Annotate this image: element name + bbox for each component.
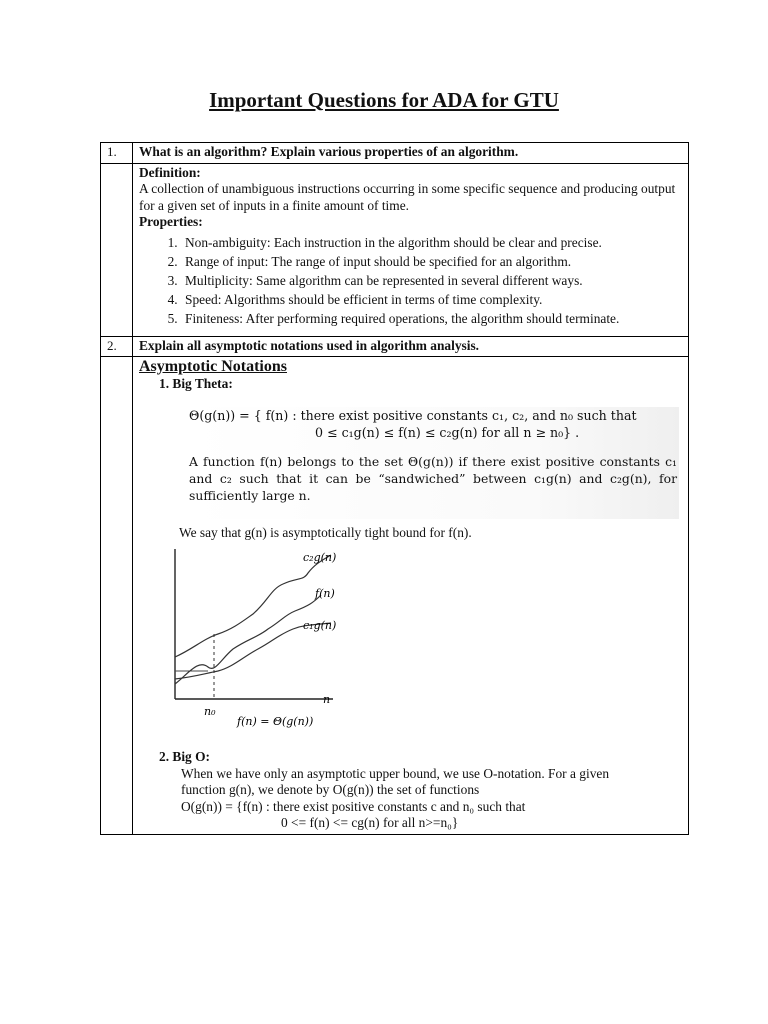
- q1-question: What is an algorithm? Explain various properties of an algorithm.: [139, 144, 519, 159]
- theta-graph: [173, 549, 393, 729]
- big-o-section: [159, 749, 684, 832]
- big-o-heading: 2. Big O:: [159, 749, 210, 764]
- q2-question: Explain all asymptotic notations used in algorithm analysis.: [139, 337, 480, 353]
- q2-header-row: [101, 337, 688, 358]
- graph-caption: f(n) = Θ(g(n)): [237, 715, 314, 728]
- q2-number-blank: [101, 357, 133, 834]
- upper-bound-label: c₂g(n): [303, 551, 337, 564]
- list-item: 1. Non-ambiguity: Each instruction in the algorithm should be clear and precise.: [181, 233, 684, 252]
- q1-header-row: [101, 143, 688, 164]
- section-title: Asymptotic Notations: [139, 358, 287, 375]
- big-o-line3: O(g(n)) = {f(n) : there exist positive constants c and n₀ such that: [181, 798, 526, 814]
- tight-bound-text: We say that g(n) is asymptotically tight bound for f(n).: [179, 524, 472, 540]
- big-theta-heading: 1. Big Theta:: [159, 376, 233, 391]
- q1-number: 1.: [101, 143, 133, 163]
- q1-number-blank: [101, 164, 133, 336]
- big-o-line1: When we have only an asymptotic upper bound, we use O-notation. For a given: [181, 765, 610, 781]
- big-o-line2: function g(n), we denote by O(g(n)) the set of functions: [181, 782, 480, 797]
- q1-answer-row: [101, 164, 688, 337]
- big-theta-definition-image: [189, 407, 679, 519]
- n0-label: n₀: [204, 705, 216, 718]
- list-item: 5. Finiteness: After performing required operations, the algorithm should terminate.: [181, 309, 684, 328]
- q2-answer-row: [101, 357, 688, 835]
- x-axis-label: n: [323, 693, 331, 706]
- theta-def-line1: Θ(g(n)) = { f(n) : there exist positive constants c₁, c₂, and n₀ such that: [189, 407, 637, 423]
- definition-text: A collection of unambiguous instructions occurring in some specific sequence and producing output for a given set of inputs in a finite amount of time.: [139, 181, 676, 213]
- theta-def-line2: 0 ≤ c₁g(n) ≤ f(n) ≤ c₂g(n) for all n ≥ n₀} .: [315, 424, 580, 440]
- big-o-line4: 0 <= f(n) <= cg(n) for all n>=n₀}: [281, 815, 459, 830]
- q1-answer: [133, 164, 688, 336]
- f-label: f(n): [315, 587, 335, 600]
- properties-list: [139, 233, 684, 328]
- page-title: Important Questions for ADA for GTU: [209, 88, 559, 112]
- lower-bound-label: c₁g(n): [303, 619, 337, 632]
- definition-label: Definition:: [139, 164, 201, 180]
- list-item: 4. Speed: Algorithms should be efficient in terms of time complexity.: [181, 290, 684, 309]
- list-item: 2. Range of input: The range of input should be specified for an algorithm.: [181, 252, 684, 271]
- questions-table: [100, 142, 689, 835]
- properties-label: Properties:: [139, 214, 203, 229]
- q2-answer: [133, 357, 688, 834]
- list-item: 3. Multiplicity: Same algorithm can be represented in several different ways.: [181, 271, 684, 290]
- q2-number: 2.: [101, 337, 133, 357]
- theta-explanation: A function f(n) belongs to the set Θ(g(n)) if there exist positive constants c₁ and c₂ such that it can be “sandwiched” between c₁g(n) and c₂g(n), for sufficiently large n.: [189, 453, 677, 503]
